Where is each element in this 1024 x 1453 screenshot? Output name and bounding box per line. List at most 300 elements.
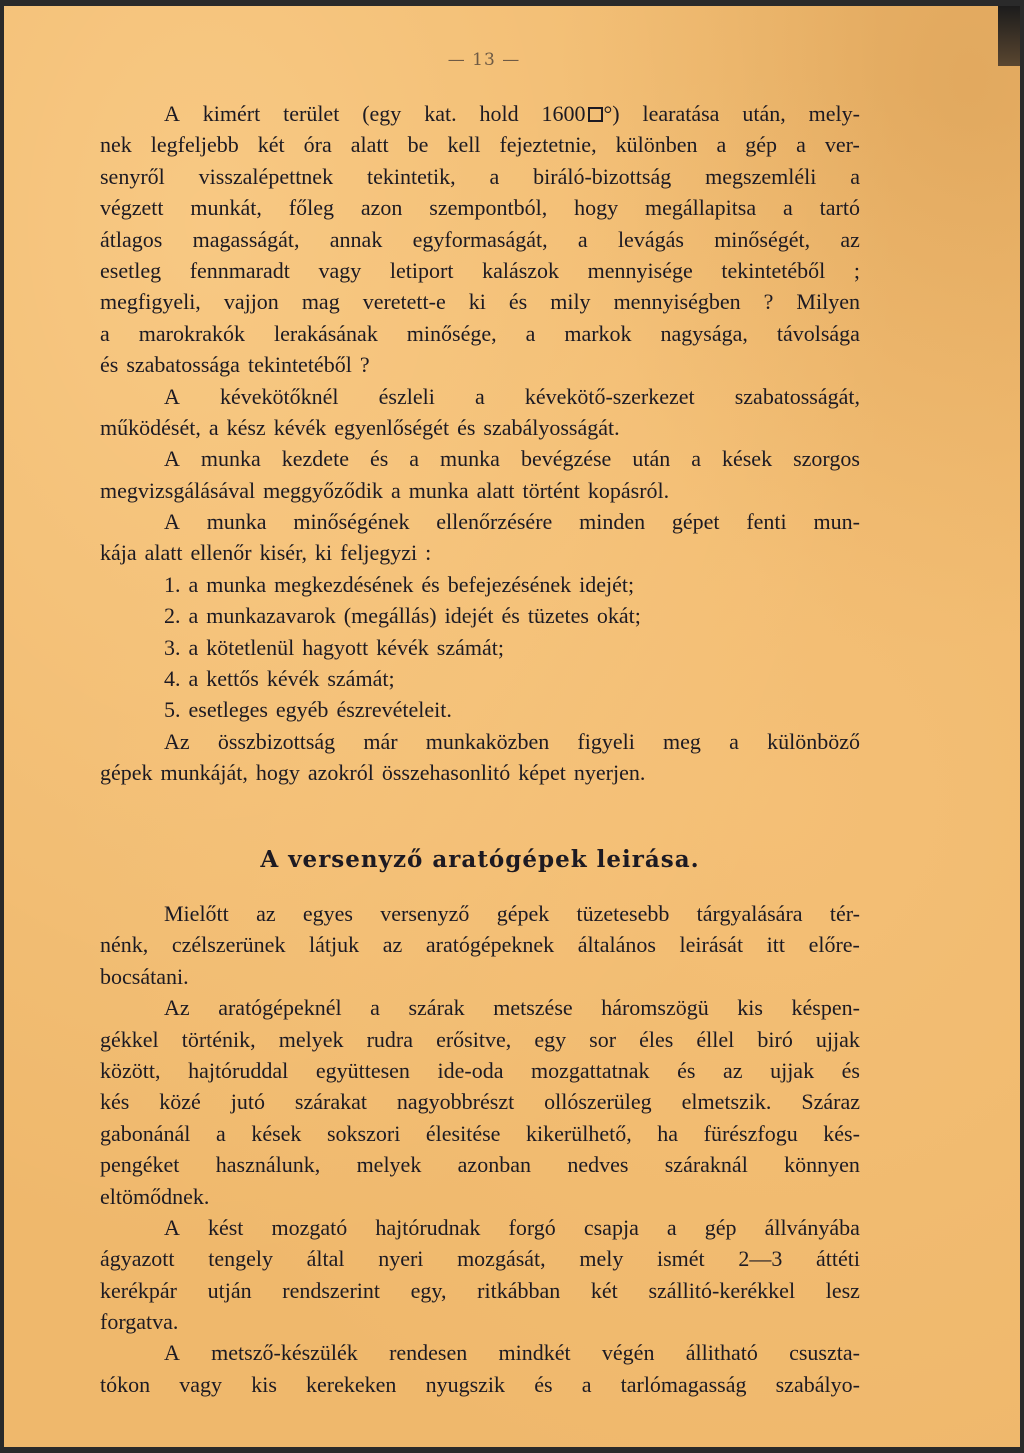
- word: szabályosságát.: [483, 414, 620, 440]
- word: szállitó-kerékkel: [648, 1277, 796, 1303]
- word: végén: [601, 1340, 655, 1366]
- word: lesz: [825, 1277, 860, 1303]
- word: tekintetéből: [247, 352, 352, 378]
- text-line: [100, 475, 860, 506]
- word: és: [841, 1057, 860, 1083]
- text-line: [100, 1369, 860, 1400]
- word: éllel: [696, 1026, 735, 1052]
- word: ritkábban: [477, 1277, 561, 1303]
- word: befejezésének: [447, 571, 572, 597]
- word: ujjak: [770, 1057, 815, 1083]
- word: két: [257, 132, 285, 158]
- word: 4.: [164, 666, 181, 692]
- word: munka: [206, 571, 267, 597]
- word: fenti: [746, 509, 787, 535]
- word: 1600 °): [541, 101, 620, 126]
- word: munkazavarok: [206, 603, 336, 629]
- scanned-page: [4, 6, 1020, 1447]
- word: munka: [440, 446, 500, 472]
- word: egyformaságát,: [412, 226, 548, 252]
- text-line: [100, 224, 860, 255]
- text-line: [100, 1275, 860, 1306]
- text-line: [100, 506, 860, 537]
- word: munkáját,: [160, 760, 248, 786]
- text-line: [100, 443, 860, 474]
- word: mely: [579, 1246, 624, 1272]
- word: kést: [207, 1214, 244, 1240]
- word: A: [164, 101, 180, 126]
- word: okát;: [596, 603, 641, 629]
- word: kés-: [823, 1120, 860, 1146]
- word: metszése: [493, 995, 573, 1021]
- word: annak: [329, 226, 383, 252]
- word: egy: [534, 1026, 567, 1052]
- word: hajtórudnak: [375, 1214, 481, 1240]
- word: és: [508, 289, 528, 315]
- word: az: [840, 226, 860, 252]
- word: Az: [164, 995, 190, 1021]
- word: vagy: [179, 1371, 223, 1397]
- word: után,: [742, 101, 786, 126]
- page-number: — 13 —: [447, 50, 521, 70]
- word: ki: [468, 289, 486, 315]
- word: munkát,: [190, 195, 262, 221]
- superscript-tail: °): [603, 101, 620, 126]
- word: minőségét,: [714, 226, 811, 252]
- word: ha: [657, 1120, 679, 1146]
- word: be: [407, 132, 429, 158]
- word: szabályo-: [775, 1371, 860, 1397]
- word: 2—3: [738, 1246, 783, 1272]
- word: markok: [564, 320, 632, 346]
- text-line: [100, 537, 860, 568]
- word: szabatosságát,: [734, 383, 860, 409]
- text-line: [100, 1212, 860, 1243]
- word: :: [425, 540, 432, 566]
- word: Mielőtt: [164, 901, 229, 926]
- text-line: [100, 600, 860, 631]
- word: idejét: [444, 603, 494, 629]
- word: kikerülhető,: [526, 1120, 632, 1146]
- word: gékkel: [100, 1026, 159, 1052]
- word: nedves: [567, 1152, 629, 1178]
- text-line: [100, 129, 860, 160]
- text-line: [100, 694, 860, 725]
- word: végzett: [100, 195, 164, 221]
- word: észleli: [378, 383, 435, 409]
- word: történt: [522, 477, 580, 503]
- word: minősége,: [406, 320, 497, 346]
- word: melyek: [356, 1152, 422, 1178]
- word: kell: [447, 132, 481, 158]
- word: veretett-e: [362, 289, 446, 315]
- word: számát;: [327, 666, 395, 692]
- word: mag: [301, 289, 340, 315]
- word: ki: [315, 540, 333, 566]
- word: minőségének: [293, 509, 410, 535]
- word: rudra: [366, 1026, 414, 1052]
- text-line: [100, 992, 860, 1023]
- word: ?: [763, 289, 774, 315]
- word: a: [716, 132, 727, 158]
- word: nagyobbrészt: [396, 1089, 515, 1115]
- word: gép: [704, 1214, 737, 1240]
- word: a: [188, 571, 199, 597]
- word: A: [164, 446, 180, 472]
- word: a: [783, 195, 793, 221]
- word: legfeljebb: [150, 132, 239, 158]
- word: tekintetik,: [366, 163, 456, 189]
- word: észrevételeit.: [336, 697, 452, 723]
- word: között,: [100, 1057, 161, 1083]
- word: a: [691, 446, 701, 472]
- word: megállapitsa: [644, 195, 757, 221]
- word: A: [164, 509, 180, 535]
- word: a: [188, 666, 199, 692]
- word: által: [306, 1246, 345, 1272]
- word: távolsága: [776, 320, 860, 346]
- word: állványába: [764, 1214, 860, 1240]
- word: a: [666, 1214, 677, 1240]
- word: ellenőr: [190, 540, 252, 566]
- word: vagy: [318, 257, 362, 283]
- word: kés: [100, 1089, 130, 1115]
- word: marokrakók: [138, 320, 246, 346]
- word: mozgását,: [457, 1246, 546, 1272]
- word: képet: [518, 760, 566, 786]
- text-line: [100, 726, 860, 757]
- word: főleg: [288, 195, 334, 221]
- word: kis: [737, 995, 763, 1021]
- word: mozgató: [271, 1214, 348, 1240]
- word: sor: [589, 1026, 617, 1052]
- word: figyeli: [577, 728, 635, 754]
- word: kalászok: [482, 257, 560, 283]
- word: nek: [100, 132, 132, 158]
- word: élesitése: [425, 1120, 501, 1146]
- word: és: [677, 1057, 696, 1083]
- word: azonban: [457, 1152, 531, 1178]
- word: kévék: [273, 414, 327, 440]
- text-line: [100, 255, 860, 286]
- text-line: [100, 192, 860, 223]
- word: Az: [164, 728, 190, 754]
- word: a: [796, 132, 806, 158]
- word: számát;: [436, 634, 504, 660]
- word: tüzetes: [527, 603, 589, 629]
- word: egy,: [410, 1277, 447, 1303]
- word: tarlómagasság: [620, 1371, 747, 1397]
- word: esetleg: [100, 257, 162, 283]
- word: sokszori: [327, 1120, 401, 1146]
- text-line: [100, 663, 860, 694]
- word: és: [534, 1371, 553, 1397]
- word: kések: [721, 446, 773, 472]
- word: letiport: [389, 257, 454, 283]
- word: a: [100, 320, 110, 346]
- word: metsző-készülék: [211, 1340, 358, 1366]
- word: tartó: [819, 195, 860, 221]
- word: learatása: [642, 101, 720, 126]
- word: és: [421, 571, 440, 597]
- word: gép: [745, 132, 778, 158]
- word: a: [729, 728, 739, 754]
- word: a: [215, 1120, 226, 1146]
- text-line: [100, 1181, 860, 1212]
- word: ellenőrzésére: [436, 509, 553, 535]
- word: ujjak: [815, 1026, 860, 1052]
- word: ide-oda: [437, 1057, 504, 1083]
- word: mennyiségben: [613, 289, 741, 315]
- word: különböző: [767, 728, 860, 754]
- word: különben: [615, 132, 698, 158]
- word: történik,: [181, 1026, 256, 1052]
- word: (megállás): [343, 603, 437, 629]
- word: kerekeken: [306, 1371, 397, 1397]
- word: tekintetéből: [721, 257, 826, 283]
- word: tér-: [829, 901, 860, 926]
- body-text-section-1: [100, 98, 860, 789]
- word: után: [632, 446, 671, 472]
- word: kötetlenül: [206, 634, 295, 660]
- word: mozgattatnak: [531, 1057, 650, 1083]
- word: Milyen: [796, 289, 860, 315]
- word: kévekötőknél: [220, 383, 339, 409]
- word: együttesen: [315, 1057, 410, 1083]
- word: a: [581, 1371, 592, 1397]
- word: megkezdésének: [274, 571, 414, 597]
- word: a: [390, 477, 401, 503]
- word: kat.: [424, 101, 457, 126]
- word: hogy: [255, 760, 300, 786]
- word: mely-: [808, 101, 860, 126]
- word: kisér,: [259, 540, 308, 566]
- text-line: [100, 1337, 860, 1368]
- word: könnyen: [784, 1152, 860, 1178]
- word: tüzetesebb: [576, 901, 670, 926]
- word: hagyott: [302, 634, 369, 660]
- word: rendesen: [389, 1340, 468, 1366]
- text-line: [100, 1149, 860, 1180]
- word: fennmaradt: [189, 257, 290, 283]
- word: munka: [200, 446, 261, 472]
- word: egyenlőségét: [334, 414, 450, 440]
- text-line: [100, 898, 860, 929]
- word: kimért: [202, 101, 261, 126]
- word: kopásról.: [587, 477, 670, 503]
- word: aratógépeknél: [218, 995, 342, 1021]
- word: A: [164, 1214, 180, 1240]
- text-line: [100, 1306, 860, 1337]
- text-line: [100, 757, 860, 788]
- text-line: [100, 632, 860, 663]
- word: feljegyzi: [340, 540, 418, 566]
- word: szárakat: [294, 1089, 367, 1115]
- word: 3.: [164, 634, 181, 660]
- word: leirását: [679, 932, 744, 958]
- word: utján: [207, 1277, 252, 1303]
- word: meggyőződik: [263, 477, 383, 503]
- word: A: [164, 1340, 180, 1366]
- word: meg: [663, 728, 701, 754]
- word: azokról: [307, 760, 374, 786]
- word: a: [188, 603, 199, 629]
- word: terület: [283, 101, 340, 126]
- word: kévék: [266, 666, 320, 692]
- word: és: [100, 352, 119, 378]
- text-line: [100, 1055, 860, 1086]
- word: pengéket: [100, 1152, 180, 1178]
- text-line: [100, 161, 860, 192]
- word: ismét: [657, 1246, 705, 1272]
- word: az: [382, 932, 403, 958]
- word: esetleges: [188, 697, 268, 723]
- word: nénk,: [100, 932, 149, 958]
- word: egyes: [302, 901, 353, 926]
- text-line: [100, 961, 860, 992]
- word: bocsátani.: [100, 963, 189, 989]
- word: az: [256, 901, 276, 926]
- word: nagysága,: [660, 320, 748, 346]
- text-line: [100, 1024, 860, 1055]
- word: gépek: [100, 760, 153, 786]
- word: és: [457, 414, 476, 440]
- word: hogy: [574, 195, 619, 221]
- word: lerakásának: [274, 320, 378, 346]
- word: már: [363, 728, 398, 754]
- word: ver-: [824, 132, 860, 158]
- word: hold: [479, 101, 519, 126]
- word: kések: [251, 1120, 302, 1146]
- word: megfigyeli,: [100, 289, 201, 315]
- word: kezdete: [281, 446, 349, 472]
- word: kis: [251, 1371, 277, 1397]
- word: ?: [359, 352, 370, 378]
- text-line: [100, 381, 860, 412]
- word: a: [188, 634, 199, 660]
- word: 2.: [164, 603, 181, 629]
- section-heading: A versenyző aratógépek leirása.: [260, 846, 700, 873]
- word: működését,: [100, 414, 201, 440]
- word: két: [590, 1277, 618, 1303]
- word: a: [370, 995, 380, 1021]
- word: a: [489, 163, 500, 189]
- word: háromszögü: [601, 995, 709, 1021]
- word: aratógépeknek: [425, 932, 555, 958]
- word: nyerjen.: [573, 760, 646, 786]
- text-line: [100, 929, 860, 960]
- word: tókon: [100, 1371, 151, 1397]
- text-line: [100, 349, 860, 380]
- word: biráló-bizottság: [533, 163, 672, 189]
- word: czélszerünek: [171, 932, 286, 958]
- word: és: [501, 603, 520, 629]
- word: és: [369, 446, 389, 472]
- word: alatt: [350, 132, 389, 158]
- word: megszemléli: [705, 163, 817, 189]
- word: átlagos: [100, 226, 163, 252]
- word: levágás: [617, 226, 684, 252]
- word: A: [164, 383, 180, 409]
- word: megvizsgálásával: [100, 477, 256, 503]
- word: idejét;: [579, 571, 635, 597]
- word: előre-: [808, 932, 860, 958]
- word: csuszta-: [789, 1340, 860, 1366]
- word: munkaközben: [425, 728, 550, 754]
- word: forgó: [508, 1214, 556, 1240]
- word: ágyazott: [100, 1246, 175, 1272]
- text-line: [100, 1086, 860, 1117]
- text-line: [100, 412, 860, 443]
- word: bevégzése: [520, 446, 612, 472]
- word: szabatossága: [126, 352, 240, 378]
- word: munka: [206, 509, 267, 535]
- word: senyről: [100, 163, 165, 189]
- word: kévék: [376, 634, 429, 660]
- word: eltömődnek.: [100, 1183, 210, 1209]
- word: a: [208, 414, 219, 440]
- text-line: [100, 1118, 860, 1149]
- word: látjuk: [309, 932, 360, 958]
- word: mily: [550, 289, 591, 315]
- word: nyeri: [378, 1246, 424, 1272]
- word: szempontból,: [429, 195, 548, 221]
- word: alatt: [476, 477, 515, 503]
- word: állitható: [685, 1340, 758, 1366]
- word: óra: [303, 132, 332, 158]
- word: alatt: [144, 540, 183, 566]
- word: összbizottság: [217, 728, 336, 754]
- word: késpen-: [791, 995, 860, 1021]
- word: kettős: [206, 666, 259, 692]
- word: munka: [408, 477, 469, 503]
- word: gabonánál: [100, 1120, 191, 1146]
- word: versenyző: [380, 901, 470, 926]
- word: fejeztetnie,: [499, 132, 597, 158]
- word: kerékpár: [100, 1277, 177, 1303]
- word: biró: [757, 1026, 793, 1052]
- word: tárgyalására: [696, 901, 803, 926]
- word: gépek: [496, 901, 550, 926]
- word: melyek: [278, 1026, 344, 1052]
- word: szorgos: [793, 446, 860, 472]
- word: éles: [639, 1026, 674, 1052]
- word: azon: [360, 195, 403, 221]
- word: elmetszik.: [681, 1089, 772, 1115]
- word: közé: [159, 1089, 201, 1115]
- text-line: [100, 569, 860, 600]
- text-line: [100, 98, 860, 129]
- word: az: [722, 1057, 743, 1083]
- word: egyéb: [275, 697, 329, 723]
- word: ;: [853, 257, 860, 283]
- word: ollószerüleg: [544, 1089, 652, 1115]
- word: forgatva.: [100, 1309, 179, 1335]
- word: 1.: [164, 571, 181, 597]
- word: mennyisége: [587, 257, 693, 283]
- word: (egy: [362, 101, 402, 126]
- word: száraknál: [664, 1152, 748, 1178]
- word: 5.: [164, 697, 181, 723]
- word: csapja: [583, 1214, 639, 1240]
- word: a: [474, 383, 485, 409]
- word: a: [409, 446, 420, 472]
- word: jutó: [230, 1089, 265, 1115]
- word: használunk,: [215, 1152, 321, 1178]
- word: mindkét: [498, 1340, 571, 1366]
- word: kévekötő-szerkezet: [524, 383, 695, 409]
- text-line: [100, 286, 860, 317]
